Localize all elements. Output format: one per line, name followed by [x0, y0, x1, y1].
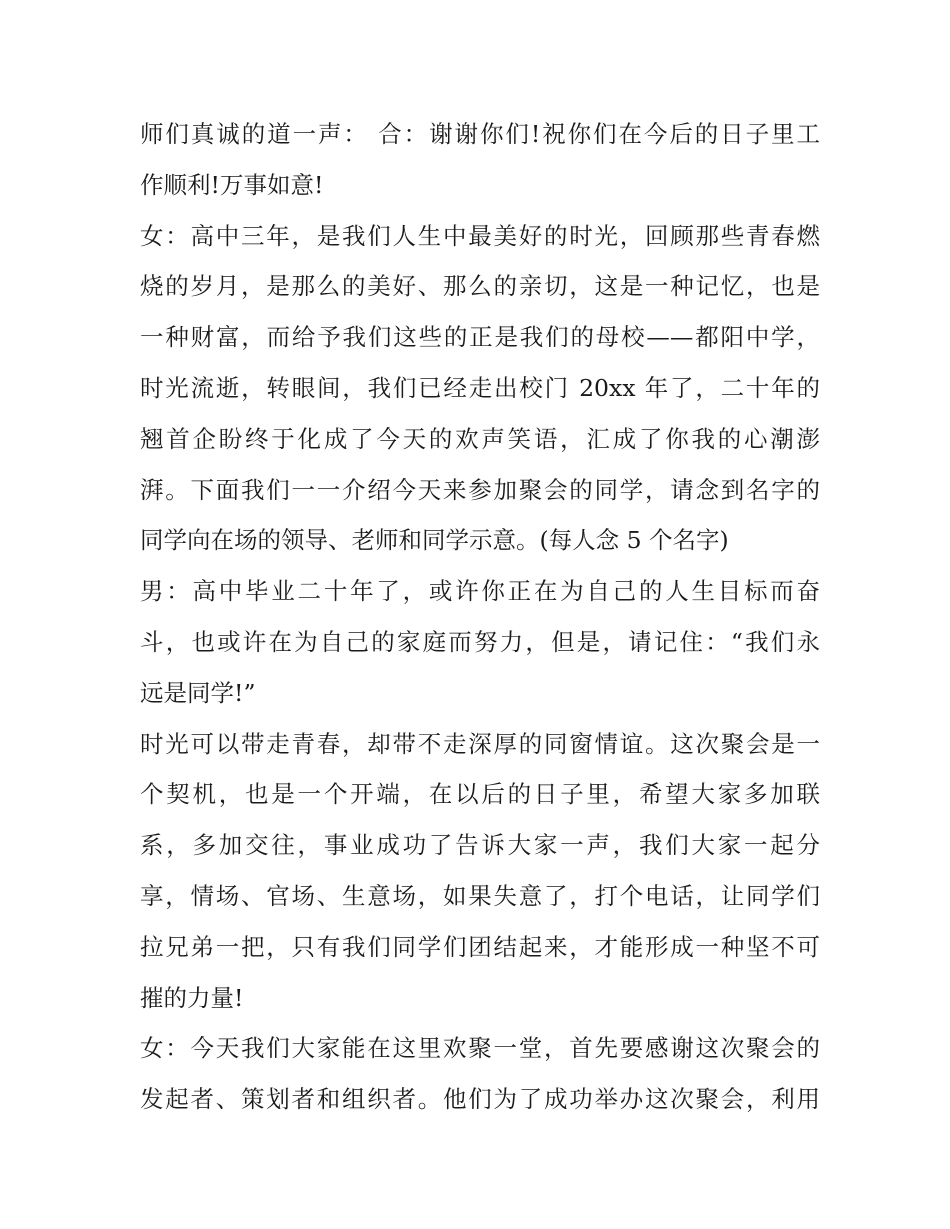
text-line: 系，多加交往，事业成功了告诉大家一声，我们大家一起分: [140, 831, 820, 860]
text-line: 翘首企盼终于化成了今天的欢声笑语，汇成了你我的心潮澎: [140, 424, 820, 453]
text-line: 摧的力量!: [140, 983, 244, 1012]
text-line: 师们真诚的道一声： 合：谢谢你们!祝你们在今后的日子里工: [140, 120, 820, 148]
text-line: 享，情场、官场、生意场，如果失意了，打个电话，让同学们: [140, 881, 820, 910]
text-line: 女：今天我们大家能在这里欢聚一堂，首先要感谢这次聚会的: [140, 1034, 820, 1063]
text-line: 斗，也或许在为自己的家庭而努力，但是，请记住：“我们永: [140, 627, 820, 656]
text-line: 湃。下面我们一一介绍今天来参加聚会的同学，请念到名字的: [140, 475, 820, 504]
text-line: 一种财富，而给予我们这些的正是我们的母校——都阳中学，: [140, 323, 820, 352]
text-line: 发起者、策划者和组织者。他们为了成功举办这次聚会，利用: [140, 1085, 820, 1114]
text-line: 女：高中三年，是我们人生中最美好的时光，回顾那些青春燃: [140, 221, 820, 250]
text-line: 时光可以带走青春，却带不走深厚的同窗情谊。这次聚会是一: [140, 729, 820, 758]
text-line: 时光流逝，转眼间，我们已经走出校门 20xx 年了，二十年的: [140, 373, 820, 402]
body-text: [140, 109, 820, 1125]
text-line: 个契机，也是一个开端，在以后的日子里，希望大家多加联: [140, 780, 820, 809]
text-line: 男：高中毕业二十年了，或许你正在为自己的人生目标而奋: [140, 577, 820, 606]
text-line: 作顺利!万事如意!: [140, 170, 324, 199]
text-line: 远是同学!”: [140, 678, 256, 707]
text-line: 同学向在场的领导、老师和同学示意。(每人念 5 个名字): [140, 526, 729, 555]
text-line: 拉兄弟一把，只有我们同学们团结起来，才能形成一种坚不可: [140, 932, 820, 961]
text-line: 烧的岁月，是那么的美好、那么的亲切，这是一种记忆，也是: [140, 272, 820, 301]
